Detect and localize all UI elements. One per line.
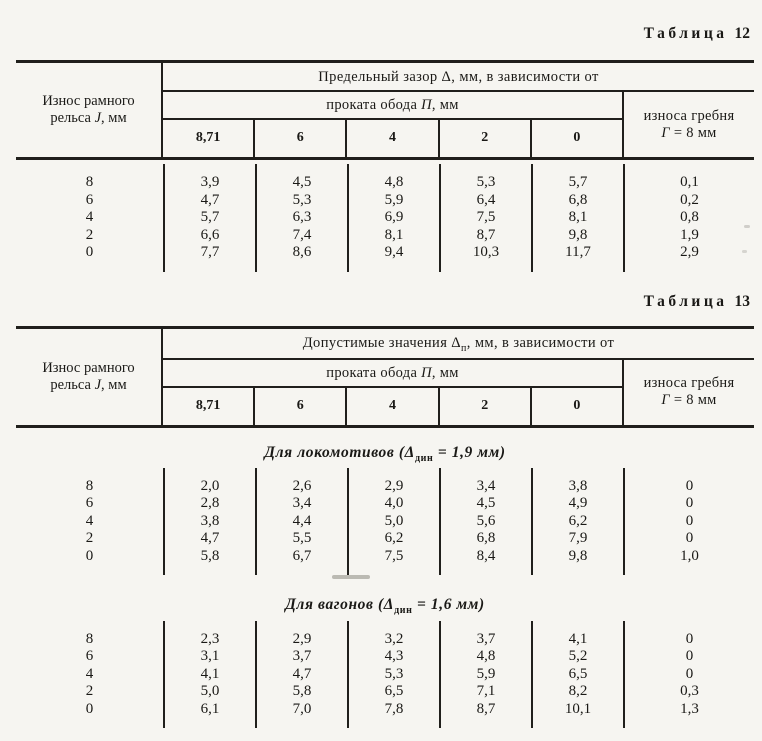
data-cell: 6,3: [255, 209, 347, 227]
data-cell: 6,5: [531, 666, 623, 684]
stub-variable: J: [94, 110, 102, 126]
column-label: 6: [253, 388, 345, 425]
scan-smudge: [332, 575, 370, 579]
table13-column-labels: [163, 388, 622, 425]
table-row: [16, 227, 754, 245]
table-row: [16, 701, 754, 729]
column-label: 0: [530, 120, 622, 157]
data-cell: 4,5: [439, 495, 531, 513]
data-cell: 9,8: [531, 227, 623, 245]
data-cell: 0: [623, 513, 754, 531]
data-cell: 4,3: [347, 648, 439, 666]
j-value: 8: [85, 477, 94, 494]
table13-title-word: Таблица: [643, 293, 728, 310]
data-cell: 0: [623, 666, 754, 684]
j-value: 4: [85, 512, 94, 529]
j-value: 8: [85, 630, 94, 647]
table12-title-number: 12: [734, 25, 750, 42]
column-label: 2: [438, 388, 530, 425]
data-cell: 8,1: [531, 209, 623, 227]
j-value: 4: [85, 209, 94, 225]
data-cell: 8,7: [439, 701, 531, 729]
scan-speckle: [744, 225, 750, 228]
data-cell: 6,9: [347, 209, 439, 227]
data-cell: 6,2: [347, 530, 439, 548]
data-cell: 4,7: [163, 530, 255, 548]
j-value: 2: [85, 683, 94, 700]
data-cell: 3,7: [255, 648, 347, 666]
data-cell: 0: [623, 468, 754, 496]
j-value: 0: [85, 244, 94, 260]
data-cell: 0,2: [623, 192, 754, 210]
column-label: 8,71: [195, 130, 221, 145]
j-value: 2: [85, 530, 94, 547]
data-cell: 6,8: [439, 530, 531, 548]
table13-span-header: Допустимые значения $\Delta_п$, мм, в зависимости от: [163, 329, 754, 360]
data-cell: 0: [623, 495, 754, 513]
data-cell: 8,2: [531, 683, 623, 701]
j-value: 6: [85, 648, 94, 665]
data-cell: 5,9: [439, 666, 531, 684]
table12-stub-header: [16, 63, 163, 157]
data-cell: 3,1: [163, 648, 255, 666]
din-subscript: дин: [414, 452, 434, 464]
data-cell: 0: [623, 648, 754, 666]
table13-wagons-body: [16, 621, 754, 729]
data-cell: 4,1: [531, 621, 623, 649]
data-cell: 7,7: [163, 244, 255, 272]
data-cell: 4,8: [439, 648, 531, 666]
data-cell: 10,3: [439, 244, 531, 272]
data-cell: 4,9: [531, 495, 623, 513]
data-cell: 6,5: [347, 683, 439, 701]
data-cell: 2,3: [163, 621, 255, 649]
data-cell: 10,1: [531, 701, 623, 729]
column-label: 0: [530, 388, 622, 425]
prokat-variable: П: [421, 364, 432, 381]
column-label: 8,71: [195, 397, 221, 413]
stub-unit: , мм: [101, 110, 127, 126]
data-cell: 9,8: [531, 548, 623, 576]
data-cell: 3,4: [255, 495, 347, 513]
data-cell: 0,1: [623, 164, 754, 192]
prokat-variable: П: [421, 97, 432, 113]
data-cell: 7,5: [439, 209, 531, 227]
data-cell: 5,8: [163, 548, 255, 576]
data-cell: 2,6: [255, 468, 347, 496]
data-cell: 6,6: [163, 227, 255, 245]
table-row: [16, 192, 754, 210]
table-row: [16, 209, 754, 227]
j-value: 0: [85, 700, 94, 717]
stub-label: Износ рамного рельса: [42, 93, 135, 126]
table12-body: [16, 164, 754, 272]
data-cell: 1,3: [623, 701, 754, 729]
data-cell: 5,8: [255, 683, 347, 701]
data-cell: 5,3: [439, 164, 531, 192]
data-cell: 5,9: [347, 192, 439, 210]
table12-header: [16, 63, 754, 160]
data-cell: 8,6: [255, 244, 347, 272]
data-cell: 4,1: [163, 666, 255, 684]
data-cell: 6,8: [531, 192, 623, 210]
data-cell: 8,4: [439, 548, 531, 576]
column-label: 4: [345, 388, 437, 425]
data-cell: 8,1: [347, 227, 439, 245]
data-cell: 1,9: [623, 227, 754, 245]
scan-speckle: [742, 250, 747, 253]
data-cell: 8,7: [439, 227, 531, 245]
table-row: [16, 621, 754, 649]
table12-column-labels: [163, 120, 622, 157]
j-value: 8: [85, 174, 94, 190]
table13: [16, 326, 754, 728]
data-cell: 0: [623, 530, 754, 548]
table13-locomotives-body: [16, 468, 754, 576]
data-cell: 2,9: [623, 244, 754, 272]
din-subscript: дин: [394, 605, 413, 617]
data-cell: 5,0: [347, 513, 439, 531]
data-cell: 3,9: [163, 164, 255, 192]
data-cell: 5,2: [531, 648, 623, 666]
data-cell: 5,3: [255, 192, 347, 210]
table-row: [16, 513, 754, 531]
column-label: 2: [438, 120, 530, 157]
data-cell: 6,2: [531, 513, 623, 531]
data-cell: 6,4: [439, 192, 531, 210]
stub-label: Износ рамного рельса: [42, 359, 135, 393]
data-cell: 5,6: [439, 513, 531, 531]
data-cell: 0,8: [623, 209, 754, 227]
table-row: [16, 164, 754, 192]
data-cell: 3,8: [531, 468, 623, 496]
stub-variable: J: [94, 376, 102, 393]
table12-title: [644, 25, 750, 43]
column-label: 6: [253, 120, 345, 157]
data-cell: 5,7: [531, 164, 623, 192]
table-row: [16, 495, 754, 513]
data-cell: 6,7: [255, 548, 347, 576]
data-cell: 5,3: [347, 666, 439, 684]
data-cell: 3,2: [347, 621, 439, 649]
table12: [16, 60, 754, 272]
data-cell: 4,5: [255, 164, 347, 192]
data-cell: 2,9: [347, 468, 439, 496]
delta-subscript: п: [461, 342, 467, 354]
data-cell: 5,7: [163, 209, 255, 227]
data-cell: 7,0: [255, 701, 347, 729]
data-cell: 2,9: [255, 621, 347, 649]
data-cell: 3,4: [439, 468, 531, 496]
table13-title: [644, 293, 750, 311]
data-cell: 7,9: [531, 530, 623, 548]
data-cell: 9,4: [347, 244, 439, 272]
table12-prokat-header: проката обода П, мм: [163, 92, 622, 120]
data-cell: 4,4: [255, 513, 347, 531]
table13-stub-header: [16, 329, 163, 425]
grebnya-variable: Г: [661, 124, 670, 141]
j-value: 6: [85, 495, 94, 512]
table12-right-header: износа гребня Г = 8 мм: [643, 107, 735, 141]
table-row: [16, 468, 754, 496]
table-row: [16, 648, 754, 666]
table-row: [16, 244, 754, 272]
wagons-section-heading: Для вагонов ($\Delta_{дин} = 1,6$ мм): [285, 596, 485, 617]
data-cell: 0,3: [623, 683, 754, 701]
data-cell: 4,8: [347, 164, 439, 192]
data-cell: 1,0: [623, 548, 754, 576]
data-cell: 7,1: [439, 683, 531, 701]
table12-span-header: Предельный зазор Δ, мм, в зависимости от: [163, 63, 754, 92]
data-cell: 7,8: [347, 701, 439, 729]
table13-header: [16, 329, 754, 428]
j-value: 4: [85, 665, 94, 682]
data-cell: 5,5: [255, 530, 347, 548]
table12-title-word: Таблица: [643, 25, 728, 42]
data-cell: 4,7: [255, 666, 347, 684]
data-cell: 4,0: [347, 495, 439, 513]
data-cell: 0: [623, 621, 754, 649]
stub-unit: , мм: [101, 376, 127, 393]
data-cell: 4,7: [163, 192, 255, 210]
data-cell: 5,0: [163, 683, 255, 701]
table-row: [16, 666, 754, 684]
j-value: 2: [85, 226, 94, 243]
data-cell: 11,7: [531, 244, 623, 272]
j-value: 6: [85, 191, 94, 208]
data-cell: 3,7: [439, 621, 531, 649]
j-value: 0: [85, 547, 94, 564]
data-cell: 7,4: [255, 227, 347, 245]
table13-prokat-header: проката обода П, мм: [163, 360, 622, 388]
table-row: [16, 683, 754, 701]
data-cell: 6,1: [163, 701, 255, 729]
locomotives-section-heading: Для локомотивов ($\Delta_{дин} = 1,9$ мм): [264, 443, 506, 464]
grebnya-variable: Г: [661, 392, 670, 409]
data-cell: 7,5: [347, 548, 439, 576]
data-cell: 2,0: [163, 468, 255, 496]
data-cell: 3,8: [163, 513, 255, 531]
table-row: [16, 530, 754, 548]
data-cell: 2,8: [163, 495, 255, 513]
column-label: 4: [345, 120, 437, 157]
table13-title-number: 13: [734, 293, 750, 310]
table-row: [16, 548, 754, 576]
table13-right-header: износа гребня Г = 8 мм: [643, 375, 735, 409]
